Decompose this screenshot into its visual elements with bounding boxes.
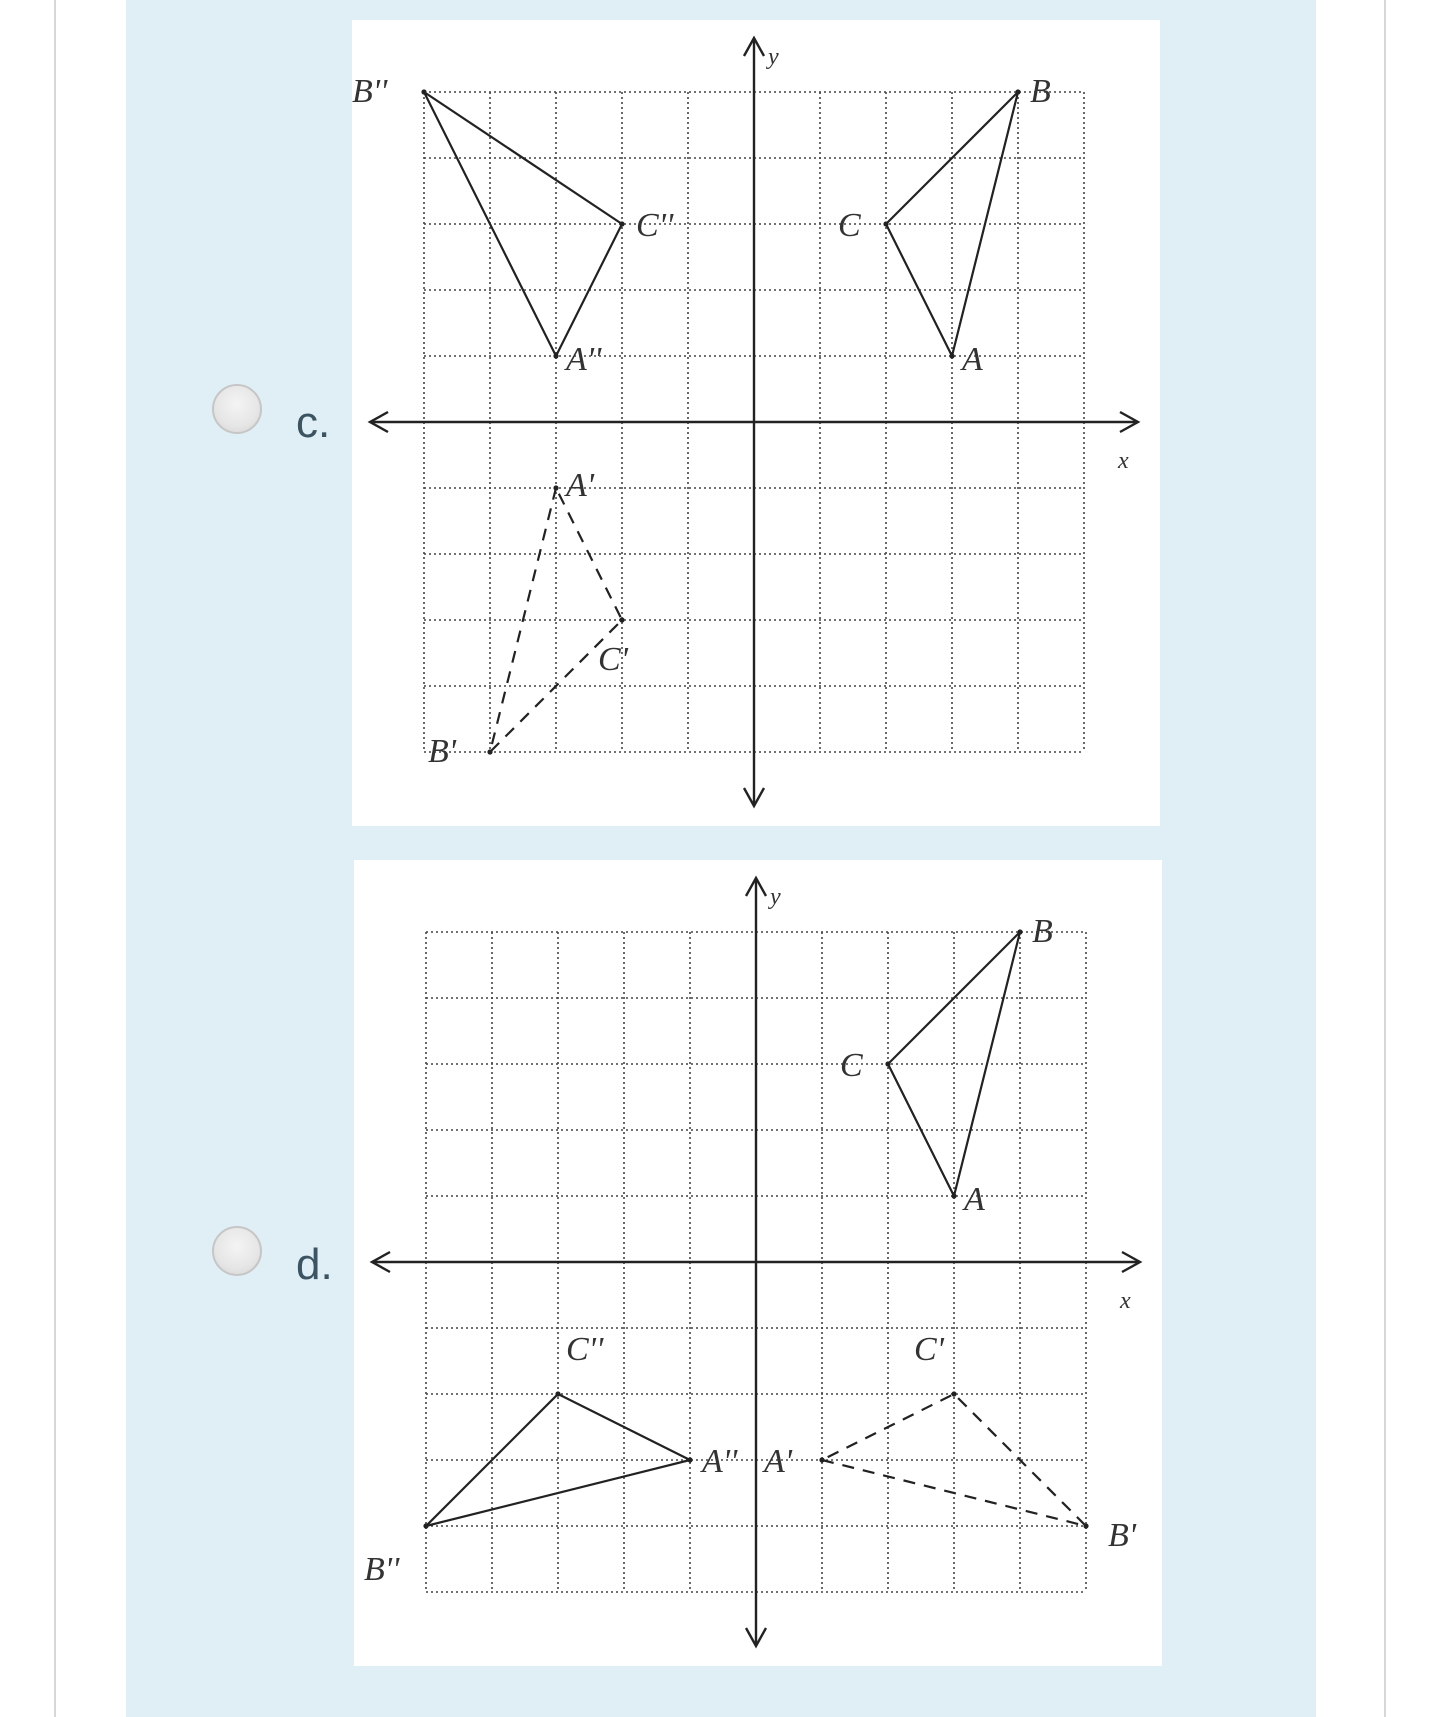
vertex-point-bp [487,749,492,754]
graph-d [354,860,1162,1666]
vertex-label-ap: A' [764,1443,793,1480]
vertex-label-a: A [964,1181,985,1218]
left-border-line [54,0,56,1717]
coordinate-plane-d [354,860,1162,1666]
vertex-label-cpp: C'' [566,1331,604,1368]
vertex-label-bpp: B'' [352,73,388,110]
radio-button-d[interactable] [212,1226,262,1276]
vertex-point-cp [619,617,624,622]
option-c-label: c. [296,398,331,447]
vertex-label-bpp: B'' [364,1551,400,1588]
coordinate-plane-c [352,20,1160,826]
vertex-point-b [1015,89,1020,94]
vertex-point-cp [951,1391,956,1396]
x-axis-label: x [1118,448,1129,474]
vertex-label-a: A [962,341,983,378]
vertex-label-c: C [838,207,861,244]
vertex-label-cp: C' [914,1331,944,1368]
vertex-label-cp: C' [598,641,628,678]
right-border-line [1384,0,1386,1717]
triangle-appbppcpp [424,92,622,356]
vertex-point-a [949,353,954,358]
vertex-label-ap: A' [566,467,595,504]
y-axis-label: y [768,44,779,70]
vertex-point-cpp [555,1391,560,1396]
y-axis-label: y [770,884,781,910]
x-axis-label: x [1120,1288,1131,1314]
vertex-point-c [883,221,888,226]
vertex-point-app [687,1457,692,1462]
vertex-point-app [553,353,558,358]
vertex-point-ap [819,1457,824,1462]
vertex-point-bp [1083,1523,1088,1528]
vertex-point-cpp [619,221,624,226]
vertex-label-bp: B' [428,733,457,770]
vertex-label-b: B [1030,73,1051,110]
graph-c [352,20,1160,826]
vertex-label-cpp: C'' [636,207,674,244]
vertex-point-a [951,1193,956,1198]
vertex-point-bpp [421,89,426,94]
vertex-point-b [1017,929,1022,934]
vertex-label-app: A'' [566,341,602,378]
vertex-point-bpp [423,1523,428,1528]
vertex-label-c: C [840,1047,863,1084]
vertex-point-c [885,1061,890,1066]
option-d-label: d. [296,1240,333,1289]
vertex-point-ap [553,485,558,490]
vertex-label-bp: B' [1108,1517,1137,1554]
vertex-label-b: B [1032,913,1053,950]
vertex-label-app: A'' [702,1443,738,1480]
radio-button-c[interactable] [212,384,262,434]
